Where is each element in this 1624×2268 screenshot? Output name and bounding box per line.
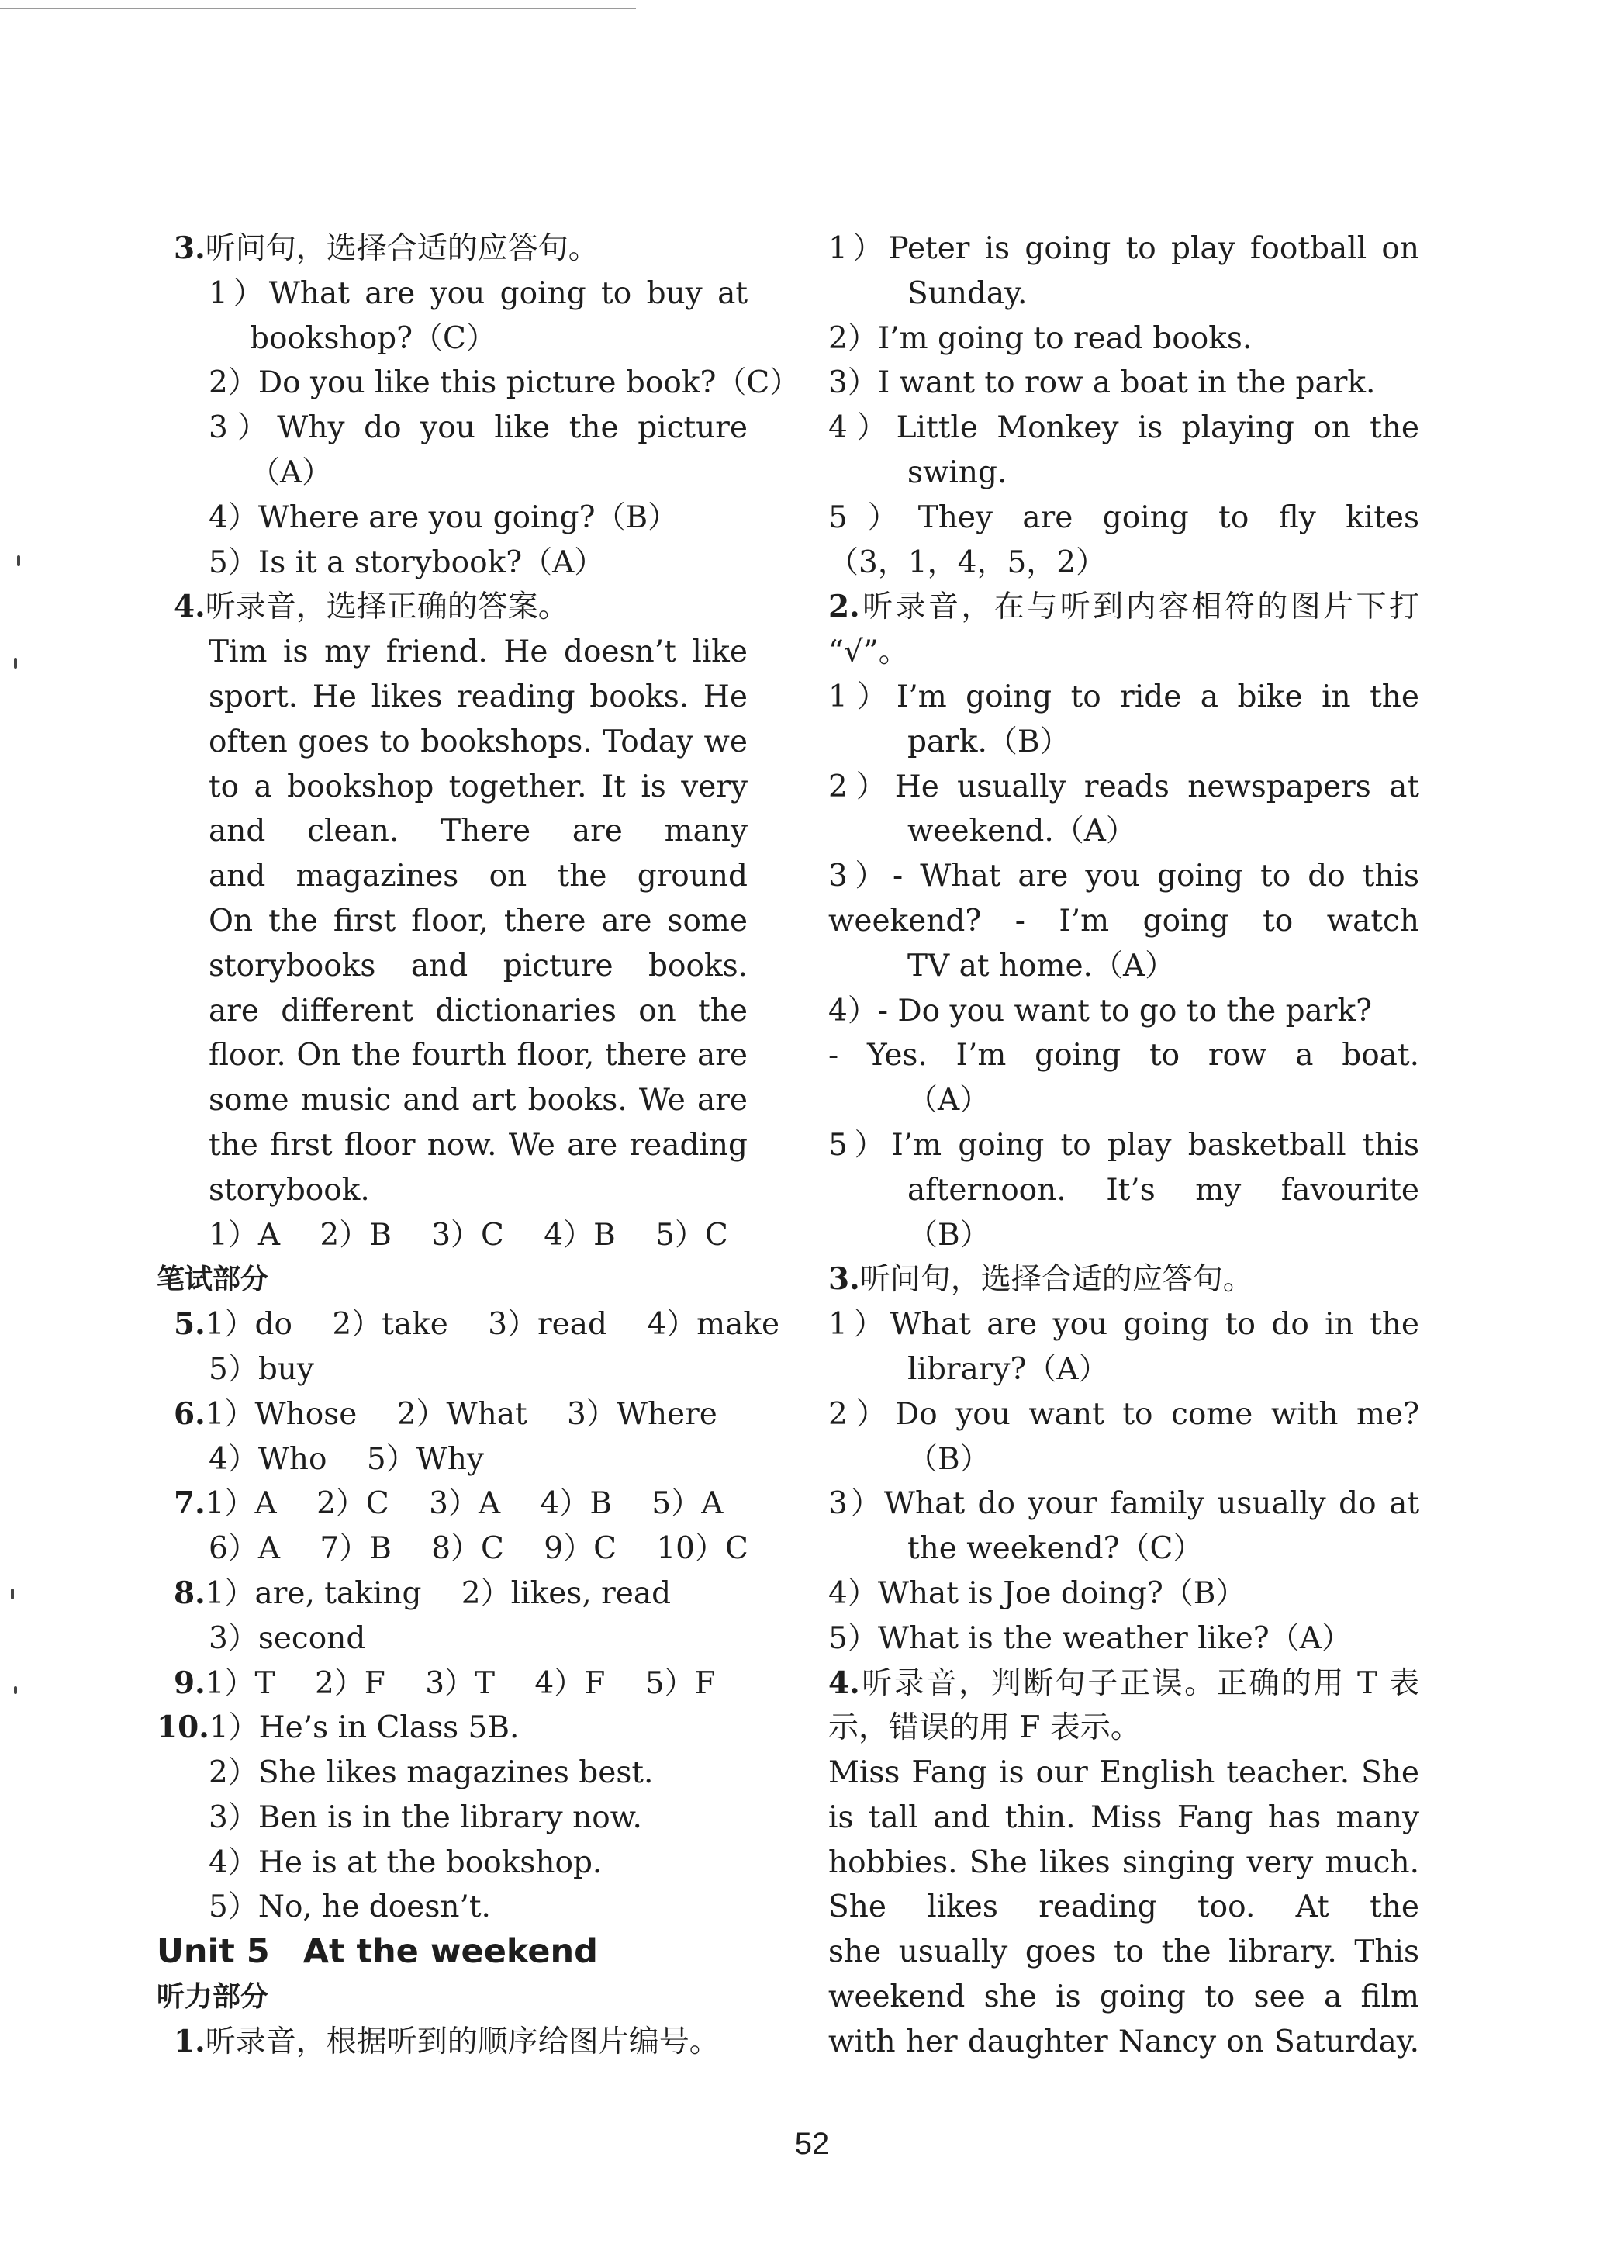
line-text: sport. He likes reading books. He bbox=[209, 679, 748, 714]
text-line bbox=[157, 630, 748, 675]
line-text: 2）Do you like this picture book?（C） bbox=[209, 365, 800, 401]
line-text: （A） bbox=[907, 1083, 990, 1118]
text-line bbox=[828, 2020, 1419, 2065]
question-number: 10. bbox=[157, 1710, 209, 1746]
question-line bbox=[828, 1257, 1419, 1302]
line-text: 4）- Do you want to go to the park? bbox=[828, 993, 1372, 1029]
line-text: bookshop?（C） bbox=[250, 320, 496, 356]
line-text: 5）What is the weather like?（A） bbox=[828, 1620, 1352, 1656]
text-line bbox=[157, 765, 748, 810]
text-line bbox=[828, 1885, 1419, 1930]
text-line bbox=[828, 1302, 1419, 1347]
text-line bbox=[157, 899, 748, 944]
line-text: hobbies. She likes singing very much. bbox=[828, 1844, 1419, 1880]
question-line bbox=[828, 585, 1419, 630]
text-line bbox=[828, 899, 1419, 944]
text-line bbox=[828, 226, 1419, 271]
text-line bbox=[828, 1796, 1419, 1841]
text-line bbox=[828, 1392, 1419, 1437]
line-text: 听录音，根据听到的顺序给图片编号。 bbox=[205, 2024, 720, 2059]
text-line bbox=[828, 630, 1419, 675]
line-text: 3）I want to row a boat in the park. bbox=[828, 365, 1376, 401]
top-rule bbox=[0, 8, 636, 9]
line-text: park.（B） bbox=[907, 724, 1070, 759]
question-number: 7. bbox=[174, 1485, 206, 1522]
line-text: to a bookshop together. It is very bbox=[209, 769, 748, 804]
line-text: 听力部分 bbox=[157, 1981, 269, 2014]
question-number: 3. bbox=[174, 230, 206, 266]
text-line bbox=[157, 1616, 748, 1661]
line-text: 3）Ben is in the library now. bbox=[209, 1800, 642, 1835]
line-text: 1）I’m going to ride a bike in the bbox=[828, 679, 1419, 714]
text-line bbox=[828, 1706, 1419, 1751]
line-text: 3）What do your family usually do at bbox=[828, 1486, 1419, 1522]
text-line bbox=[157, 854, 748, 899]
text-line bbox=[828, 451, 1419, 496]
text-line bbox=[157, 989, 748, 1034]
line-text: with her daughter Nancy on Saturday. bbox=[828, 2024, 1419, 2059]
question-number: 3. bbox=[828, 1261, 860, 1298]
question-line bbox=[157, 585, 748, 630]
right-column bbox=[828, 226, 1419, 2065]
text-line bbox=[157, 496, 748, 541]
text-line bbox=[157, 1885, 748, 1930]
text-line bbox=[157, 1437, 748, 1482]
line-text: Miss Fang is our English teacher. She bbox=[828, 1755, 1419, 1791]
text-line bbox=[828, 1123, 1419, 1168]
question-line bbox=[157, 1302, 780, 1347]
unit-title bbox=[157, 1930, 748, 1975]
line-text: 1）do 2）take 3）read 4）make bbox=[205, 1307, 780, 1343]
line-text: 听录音，判断句子正误。正确的用 T 表 bbox=[859, 1665, 1419, 1701]
line-text: and clean. There are many bbox=[209, 814, 748, 849]
text-line bbox=[828, 316, 1419, 361]
question-line bbox=[157, 1661, 748, 1706]
text-line bbox=[157, 1347, 748, 1392]
text-line bbox=[157, 541, 748, 586]
line-text: 1）are, taking 2）likes, read bbox=[205, 1575, 672, 1611]
text-line bbox=[828, 1975, 1419, 2020]
left-column bbox=[157, 226, 800, 2065]
line-text: 3）Why do you like the picture bbox=[209, 410, 748, 446]
text-line bbox=[828, 496, 1419, 541]
line-text: 2）She likes magazines best. bbox=[209, 1755, 654, 1791]
text-line bbox=[157, 1841, 748, 1886]
text-line bbox=[828, 1481, 1419, 1526]
section-heading bbox=[157, 1975, 748, 2020]
line-text: 5）Is it a storybook?（A） bbox=[209, 545, 605, 580]
text-line bbox=[828, 271, 1419, 316]
line-text: the first floor now. We are reading bbox=[209, 1127, 748, 1163]
text-line bbox=[828, 1930, 1419, 1975]
question-line bbox=[157, 1706, 748, 1751]
text-line bbox=[157, 1078, 748, 1123]
line-text: 4）He is at the bookshop. bbox=[209, 1844, 603, 1880]
line-text: 示，错误的用 F 表示。 bbox=[828, 1710, 1141, 1746]
text-line bbox=[157, 1213, 748, 1258]
line-text: （B） bbox=[907, 1441, 990, 1477]
text-line bbox=[157, 1168, 748, 1213]
line-text: she usually goes to the library. This bbox=[828, 1934, 1419, 1970]
line-text: TV at home.（A） bbox=[907, 948, 1176, 984]
line-text: Tim is my friend. He doesn’t like bbox=[209, 634, 748, 670]
line-text: 1）Whose 2）What 3）Where bbox=[205, 1396, 717, 1432]
text-line bbox=[828, 809, 1419, 854]
text-line bbox=[157, 675, 748, 720]
question-line bbox=[828, 1661, 1419, 1706]
line-text: 5）buy bbox=[209, 1351, 314, 1387]
text-line bbox=[828, 989, 1419, 1034]
question-number: 5. bbox=[174, 1306, 206, 1343]
text-line bbox=[828, 675, 1419, 720]
text-line bbox=[157, 1526, 748, 1571]
line-text: Unit 5 At the weekend bbox=[157, 1932, 598, 1972]
margin-mark bbox=[11, 1589, 14, 1599]
line-text: storybooks and picture books. bbox=[209, 948, 748, 984]
line-text: 1）T 2）F 3）T 4）F 5）F bbox=[205, 1665, 716, 1701]
line-text: the weekend?（C） bbox=[907, 1531, 1204, 1567]
text-line bbox=[828, 1526, 1419, 1571]
text-line bbox=[157, 944, 748, 989]
text-line bbox=[828, 1168, 1419, 1213]
text-line bbox=[828, 541, 1419, 586]
line-text: - Yes. I’m going to row a boat. bbox=[828, 1038, 1419, 1073]
line-text: weekend she is going to see a film bbox=[828, 1979, 1419, 2015]
text-line bbox=[828, 1078, 1419, 1123]
text-line bbox=[828, 1437, 1419, 1482]
line-text: 笔试部分 bbox=[157, 1264, 269, 1296]
line-text: swing. bbox=[907, 455, 1007, 490]
line-text: “√”。 bbox=[828, 634, 909, 670]
line-text: 1）What are you going to buy at bbox=[209, 275, 748, 311]
text-line bbox=[828, 406, 1419, 451]
text-line bbox=[828, 1841, 1419, 1886]
margin-mark bbox=[14, 658, 17, 669]
text-line bbox=[157, 271, 748, 316]
text-line bbox=[828, 361, 1419, 406]
question-number: 2. bbox=[828, 589, 860, 625]
text-line bbox=[157, 406, 748, 451]
line-text: 1）A 2）C 3）A 4）B 5）A bbox=[205, 1486, 724, 1522]
line-text: 5）I’m going to play basketball this bbox=[828, 1127, 1419, 1163]
question-line bbox=[157, 1392, 748, 1437]
text-line bbox=[828, 1033, 1419, 1078]
line-text: Sunday. bbox=[907, 275, 1028, 311]
question-number: 1. bbox=[174, 2023, 206, 2059]
text-line bbox=[828, 1751, 1419, 1796]
text-line bbox=[828, 765, 1419, 810]
line-text: 6）A 7）B 8）C 9）C 10）C bbox=[209, 1531, 748, 1567]
line-text: weekend.（A） bbox=[907, 814, 1136, 849]
text-line bbox=[828, 720, 1419, 765]
text-line bbox=[157, 451, 748, 496]
line-text: is tall and thin. Miss Fang has many bbox=[828, 1800, 1419, 1835]
text-line bbox=[828, 944, 1419, 989]
line-text: afternoon. It’s my favourite bbox=[907, 1172, 1419, 1208]
text-line bbox=[157, 1751, 748, 1796]
line-text: are different dictionaries on the bbox=[209, 993, 748, 1029]
line-text: 1）What are you going to do in the bbox=[828, 1307, 1419, 1343]
line-text: 5）No, he doesn’t. bbox=[209, 1889, 491, 1925]
line-text: 4）Where are you going?（B） bbox=[209, 500, 679, 535]
line-text: （A） bbox=[250, 455, 333, 490]
line-text: 4）What is Joe doing?（B） bbox=[828, 1575, 1246, 1611]
line-text: 2）He usually reads newspapers at bbox=[828, 769, 1419, 804]
question-number: 9. bbox=[174, 1665, 206, 1701]
line-text: library?（A） bbox=[907, 1351, 1109, 1387]
line-text: She likes reading too. At the bbox=[828, 1889, 1419, 1925]
line-text: and magazines on the ground bbox=[209, 859, 748, 894]
margin-mark bbox=[14, 1686, 17, 1694]
line-text: On the first floor, there are some bbox=[209, 903, 748, 939]
question-number: 8. bbox=[174, 1575, 206, 1611]
margin-mark bbox=[17, 555, 20, 566]
line-text: often goes to bookshops. Today we bbox=[209, 724, 748, 759]
text-line bbox=[828, 1213, 1419, 1258]
question-number: 6. bbox=[174, 1395, 206, 1432]
line-text: 2）Do you want to come with me? bbox=[828, 1396, 1419, 1432]
line-text: 1）A 2）B 3）C 4）B 5）C bbox=[209, 1217, 728, 1253]
line-text: 5）They are going to fly kites bbox=[828, 500, 1419, 535]
line-text: storybook. bbox=[209, 1172, 370, 1208]
line-text: 1）He’s in Class 5B. bbox=[209, 1710, 520, 1746]
text-line bbox=[157, 720, 748, 765]
line-text: 听录音，选择正确的答案。 bbox=[205, 589, 568, 625]
question-line bbox=[157, 226, 748, 271]
line-text: 2）I’m going to read books. bbox=[828, 320, 1253, 356]
text-line bbox=[828, 1616, 1419, 1661]
line-text: 听问句，选择合适的应答句。 bbox=[205, 231, 599, 266]
line-text: weekend? - I’m going to watch bbox=[828, 903, 1419, 939]
text-line bbox=[157, 316, 748, 361]
section-heading bbox=[157, 1257, 748, 1302]
line-text: 1）Peter is going to play football on bbox=[828, 231, 1419, 266]
text-line bbox=[828, 1347, 1419, 1392]
text-line bbox=[157, 1123, 748, 1168]
line-text: 3）second bbox=[209, 1620, 366, 1656]
text-line bbox=[157, 809, 748, 854]
text-line bbox=[828, 854, 1419, 899]
question-number: 4. bbox=[174, 589, 206, 625]
text-line bbox=[157, 361, 800, 406]
line-text: some music and art books. We are bbox=[209, 1083, 748, 1118]
question-number: 4. bbox=[828, 1665, 860, 1701]
question-line bbox=[157, 2020, 748, 2065]
text-line bbox=[828, 1571, 1419, 1616]
text-line bbox=[157, 1033, 748, 1078]
line-text: （3，1，4，5，2） bbox=[828, 545, 1107, 580]
question-line bbox=[157, 1571, 748, 1616]
line-text: （B） bbox=[907, 1217, 990, 1253]
page-number: 52 bbox=[794, 2127, 830, 2161]
line-text: 4）Who 5）Why bbox=[209, 1441, 484, 1477]
line-text: 4）Little Monkey is playing on the bbox=[828, 410, 1419, 446]
line-text: 听录音，在与听到内容相符的图片下打 bbox=[859, 589, 1419, 625]
text-line bbox=[157, 1796, 748, 1841]
question-line bbox=[157, 1481, 748, 1526]
line-text: 听问句，选择合适的应答句。 bbox=[859, 1262, 1253, 1298]
line-text: floor. On the fourth floor, there are bbox=[209, 1038, 748, 1073]
line-text: 3）- What are you going to do this bbox=[828, 859, 1419, 894]
